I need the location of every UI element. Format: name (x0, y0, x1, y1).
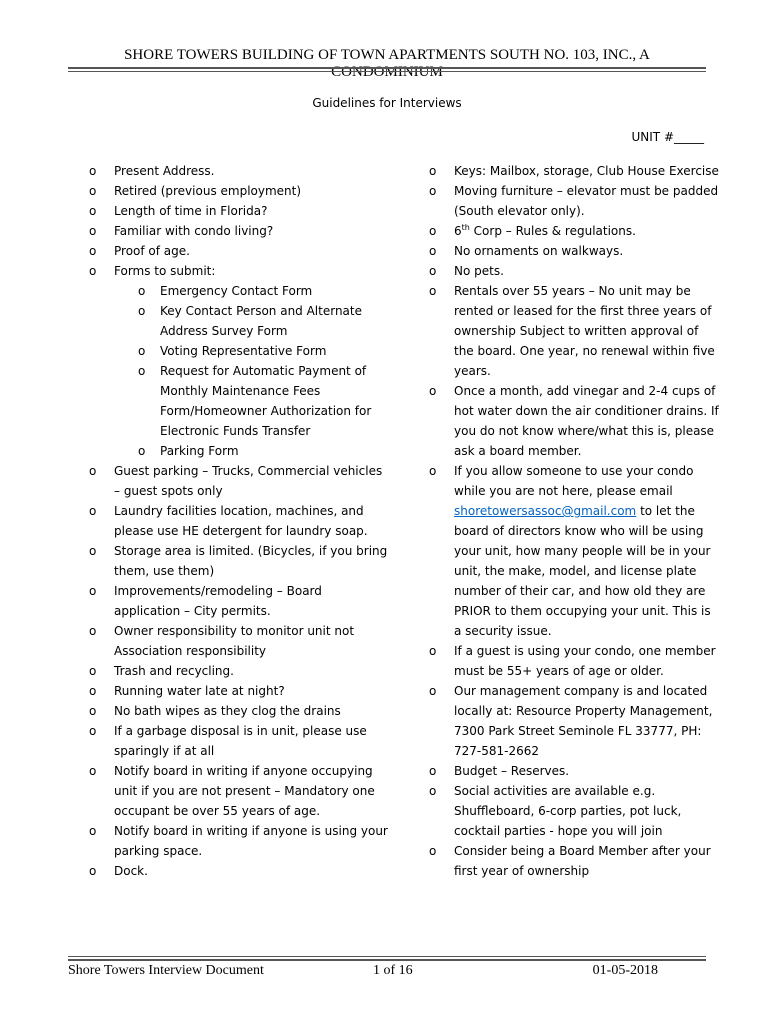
list-item (89, 161, 389, 181)
list-item (89, 261, 389, 461)
list-item-text: Laundry facilities location, machines, and please use HE detergent for laundry soap. (114, 504, 368, 538)
header-rule (68, 67, 706, 69)
list-item-text: Running water late at night? (114, 684, 285, 698)
list-item-text: Present Address. (114, 164, 215, 178)
list-item-text-pre: If you allow someone to use your condo while you are not here, please email (454, 464, 694, 498)
sub-list-item: o Key Contact Person and Alternate Address Survey Form (114, 301, 389, 341)
list-item (89, 201, 389, 221)
list-item (429, 261, 719, 281)
document-subtitle: Guidelines for Interviews (312, 96, 462, 110)
footer-document-name: Shore Towers Interview Document (68, 963, 264, 978)
list-item (89, 221, 389, 241)
footer-rule (68, 959, 706, 961)
list-item-text: No ornaments on walkways. (454, 244, 624, 258)
sub-list-item: o Parking Form (114, 441, 389, 461)
list-item-text: If a garbage disposal is in unit, please use sparingly if at all (114, 724, 367, 758)
left-column (89, 161, 389, 881)
list-item-text: Trash and recycling. (114, 664, 234, 678)
list-item-text: Consider being a Board Member after your first year of ownership (454, 844, 711, 878)
list-item (429, 761, 719, 781)
list-item-text-pre: 6 (454, 224, 462, 238)
list-item (89, 681, 389, 701)
sub-list-item: o Request for Automatic Payment of Monthly Maintenance Fees Form/Homeowner Authorization for Electronic Funds Transfer (114, 361, 389, 441)
list-item-text: Moving furniture – elevator must be padded (South elevator only). (454, 184, 719, 218)
list-item (89, 721, 389, 761)
list-item-text: Corp – Rules & regulations. (469, 224, 636, 238)
list-item-text: Keys: Mailbox, storage, Club House Exercise (454, 164, 719, 178)
list-item (429, 241, 719, 261)
list-item-text: Rentals over 55 years – No unit may be rented or leased for the first three years of ownership Subject to written approval of the board. One year, no renewal within five years. (454, 284, 715, 378)
list-item-text: Owner responsibility to monitor unit not Association responsibility (114, 624, 355, 658)
list-item (89, 701, 389, 721)
list-item-text: Improvements/remodeling – Board application – City permits. (114, 584, 322, 618)
list-item (429, 221, 719, 241)
list-item (429, 161, 719, 181)
list-item-text: Proof of age. (114, 244, 190, 258)
list-item-text: Our management company is and located locally at: Resource Property Management, 7300 Park Street Seminole FL 33777, PH: 727-581-2662 (454, 684, 713, 758)
document-header-title: SHORE TOWERS BUILDING OF TOWN APARTMENTS SOUTH NO. 103, INC., A CONDOMINIUM (124, 47, 650, 80)
list-item (89, 241, 389, 261)
list-item-text: Notify board in writing if anyone is using your parking space. (114, 824, 388, 858)
list-item (89, 461, 389, 501)
unit-number-field: UNIT #_____ (631, 130, 704, 144)
list-item-text: No pets. (454, 264, 504, 278)
list-item (89, 181, 389, 201)
list-item-text: Once a month, add vinegar and 2-4 cups of hot water down the air conditioner drains. If you do not know where/what this is, please ask a board member. (454, 384, 719, 458)
list-item (429, 381, 719, 461)
list-item (429, 181, 719, 221)
list-item (429, 641, 719, 681)
list-item-text: Forms to submit: (114, 264, 216, 278)
list-item (89, 621, 389, 661)
sub-list-item: o Voting Representative Form (114, 341, 389, 361)
list-item (89, 661, 389, 681)
list-item (89, 541, 389, 581)
list-item-text: Notify board in writing if anyone occupying unit if you are not present – Mandatory one occupant be over 55 years of age. (114, 764, 375, 818)
list-item-text: to let the board of directors know who will be using your unit, how many people will be in your unit, the make, model, and license plate number of their car, and how old they are PRIOR to them occupying your unit. This is a security issue. (454, 504, 711, 638)
list-item (89, 501, 389, 541)
list-item (429, 781, 719, 841)
list-item (89, 581, 389, 621)
right-column (429, 161, 719, 881)
list-item (429, 841, 719, 881)
list-item (89, 821, 389, 861)
sub-list-item: o Emergency Contact Form (114, 281, 389, 301)
footer-date: 01-05-2018 (592, 963, 658, 978)
list-item-text: Dock. (114, 864, 148, 878)
list-item (429, 281, 719, 381)
list-item-text: If a guest is using your condo, one member must be 55+ years of age or older. (454, 644, 716, 678)
list-item-text: Length of time in Florida? (114, 204, 268, 218)
left-guidelines-list (89, 161, 389, 881)
list-item-text: Social activities are available e.g. Shuffleboard, 6-corp parties, pot luck, cocktail parties - hope you will join (454, 784, 682, 838)
list-item-text: Guest parking – Trucks, Commercial vehicles – guest spots only (114, 464, 383, 498)
right-guidelines-list (429, 161, 719, 881)
ordinal-suffix: th (461, 223, 470, 232)
list-item-text: No bath wipes as they clog the drains (114, 704, 341, 718)
list-item (429, 461, 719, 641)
list-item-text: Retired (previous employment) (114, 184, 302, 198)
list-item-text: Budget – Reserves. (454, 764, 570, 778)
list-item-text: Familiar with condo living? (114, 224, 274, 238)
list-item-text: Storage area is limited. (Bicycles, if you bring them, use them) (114, 544, 388, 578)
header-rule-thin (68, 71, 706, 72)
list-item (89, 861, 389, 881)
sub-list (114, 281, 389, 461)
list-item (429, 681, 719, 761)
footer-rule-thin (68, 956, 706, 957)
list-item (89, 761, 389, 821)
email-link[interactable]: shoretowersassoc@gmail.com (454, 504, 637, 518)
footer-page-number: 1 of 16 (373, 963, 413, 978)
